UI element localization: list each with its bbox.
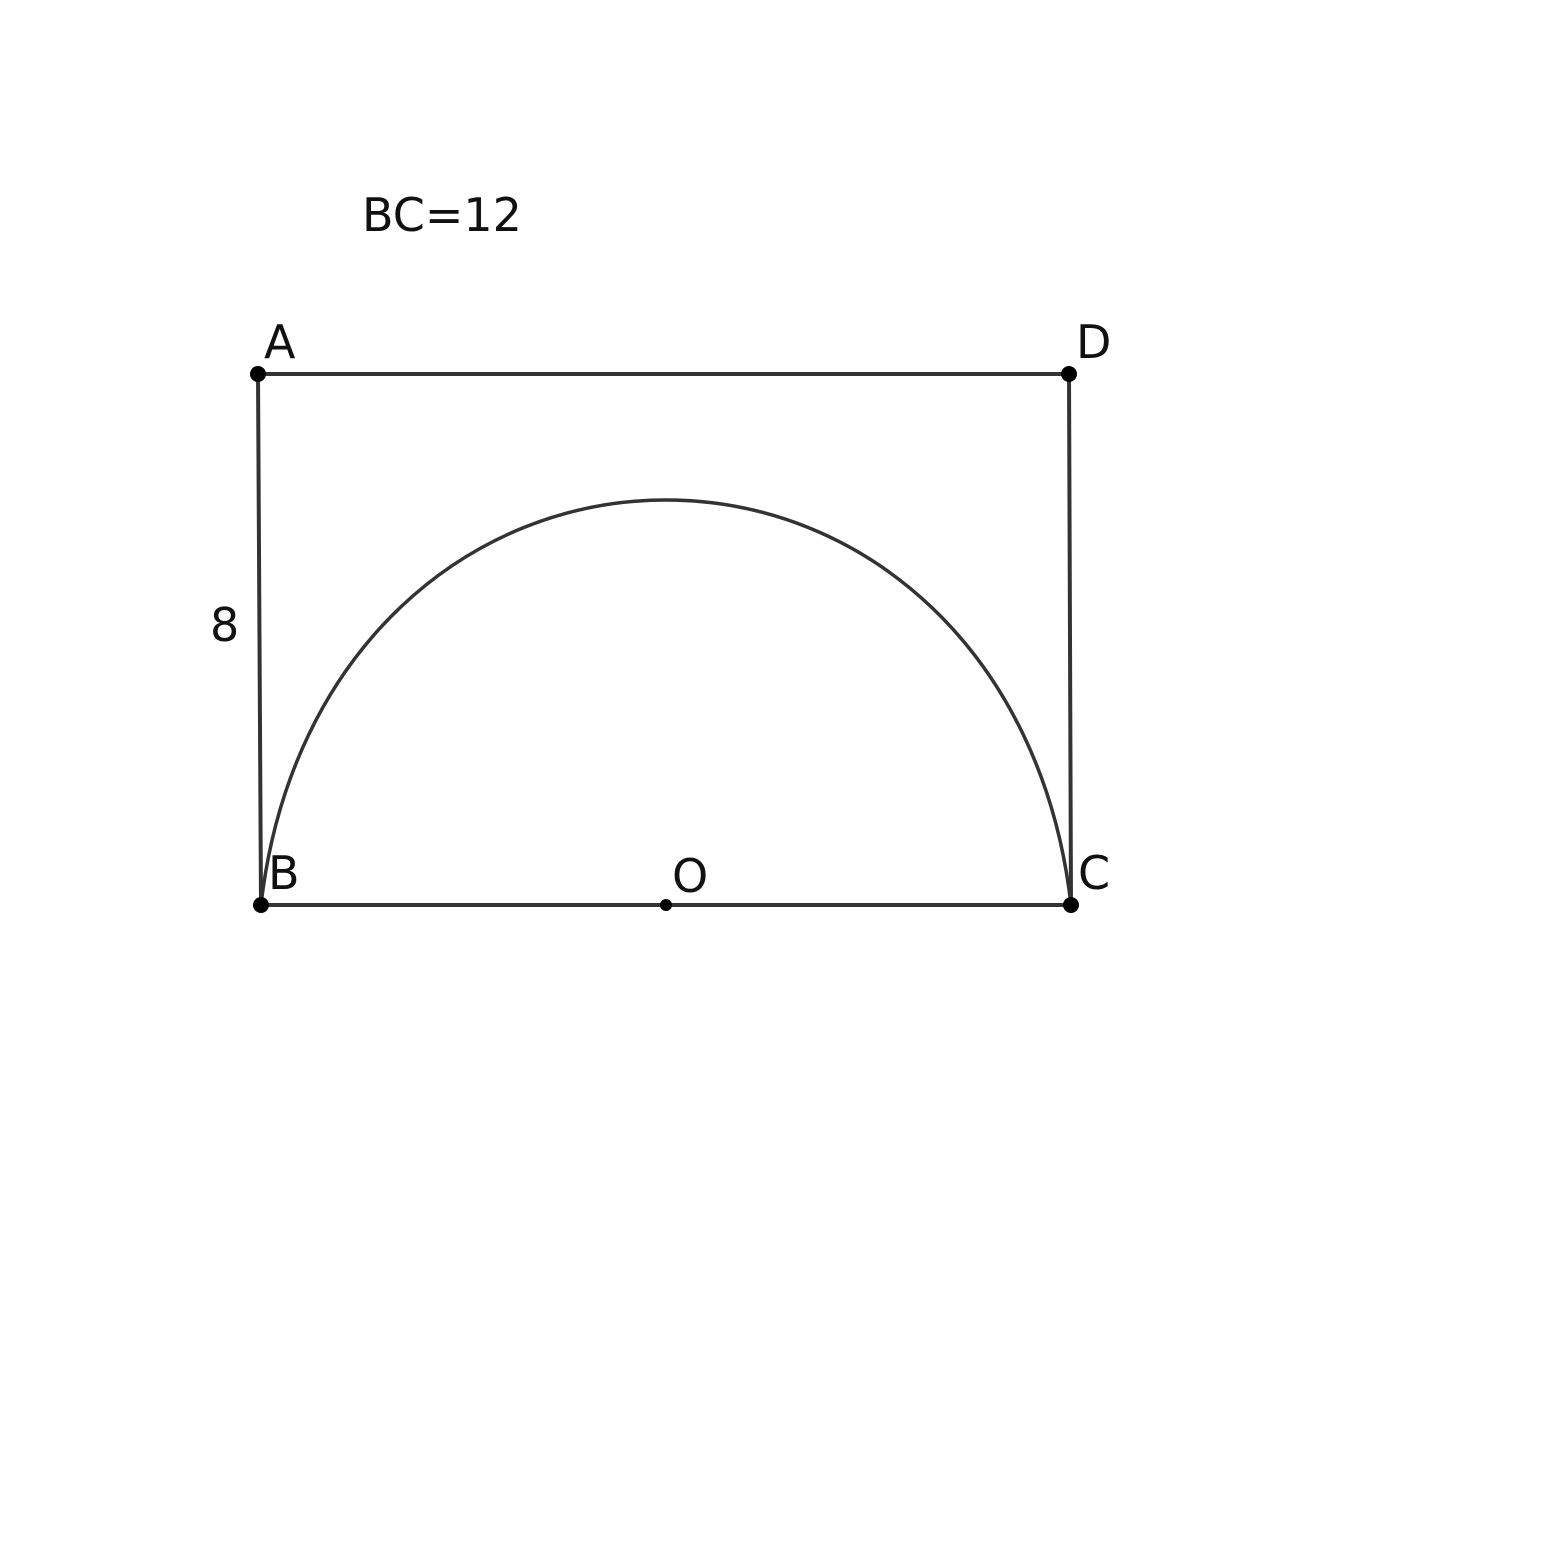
label-a: A	[264, 315, 296, 369]
bc-length-annotation: BC=12	[362, 188, 522, 242]
label-d: D	[1076, 315, 1112, 369]
point-o[interactable]	[660, 899, 672, 911]
label-b: B	[268, 846, 300, 900]
point-b[interactable]	[253, 897, 269, 913]
segment-ab	[258, 374, 261, 905]
point-c[interactable]	[1063, 897, 1079, 913]
label-o: O	[672, 849, 709, 903]
point-d[interactable]	[1061, 366, 1077, 382]
side-length-label: 8	[210, 598, 240, 652]
semicircle-arc	[261, 500, 1071, 905]
segment-dc	[1069, 374, 1071, 905]
label-c: C	[1078, 846, 1111, 900]
